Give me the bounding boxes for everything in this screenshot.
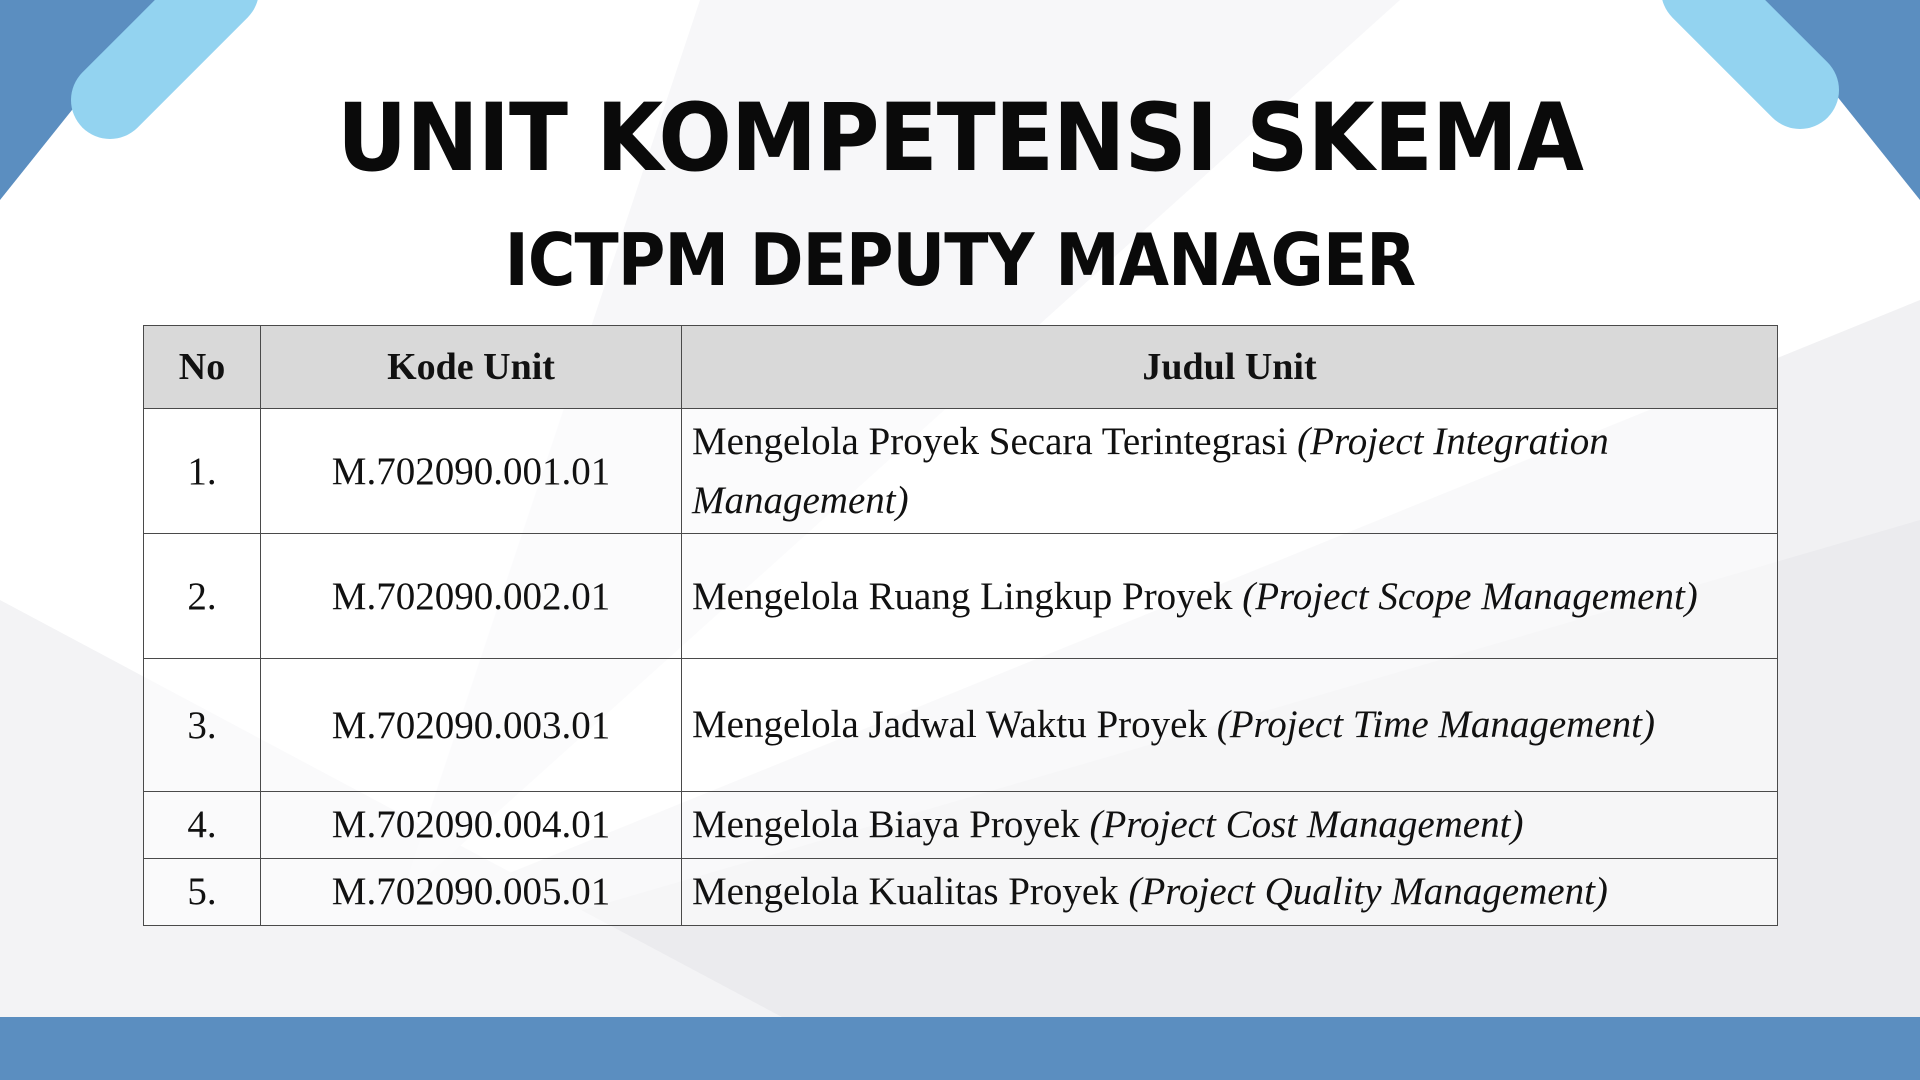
unit-code: M.702090.005.01: [261, 859, 682, 926]
competency-units-table: [143, 325, 1778, 926]
unit-title-id: Mengelola Kualitas Proyek: [692, 870, 1119, 913]
unit-code: M.702090.003.01: [261, 659, 682, 792]
unit-title-en: (Project Scope Management): [1242, 574, 1698, 618]
unit-title-en: (Project Integration Management): [692, 420, 1609, 522]
row-number: 5.: [144, 859, 261, 926]
row-number: 3.: [144, 659, 261, 792]
table-row: [144, 792, 1778, 859]
page-subtitle: ICTPM DEPUTY MANAGER: [504, 218, 1416, 302]
unit-title: [682, 534, 1778, 659]
header-no: No: [144, 326, 261, 409]
table-header-row: [144, 326, 1778, 409]
unit-title-id: Mengelola Biaya Proyek: [692, 803, 1080, 846]
unit-title-id: Mengelola Jadwal Waktu Proyek: [692, 703, 1207, 746]
unit-title: [682, 409, 1778, 534]
unit-code: M.702090.001.01: [261, 409, 682, 534]
page-title: UNIT KOMPETENSI SKEMA: [336, 84, 1584, 193]
unit-title: [682, 659, 1778, 792]
unit-title-id: Mengelola Proyek Secara Terintegrasi: [692, 420, 1288, 463]
unit-title-en: (Project Time Management): [1216, 703, 1655, 746]
row-number: 1.: [144, 409, 261, 534]
row-number: 2.: [144, 534, 261, 659]
table-row: [144, 859, 1778, 926]
header-title: Judul Unit: [682, 326, 1778, 409]
unit-code: M.702090.002.01: [261, 534, 682, 659]
header-code: Kode Unit: [261, 326, 682, 409]
table-row: [144, 409, 1778, 534]
unit-title: [682, 859, 1778, 926]
unit-code: M.702090.004.01: [261, 792, 682, 859]
table-row: [144, 534, 1778, 659]
unit-title-en: (Project Cost Management): [1089, 803, 1524, 846]
row-number: 4.: [144, 792, 261, 859]
unit-title: [682, 792, 1778, 859]
table-row: [144, 659, 1778, 792]
unit-title-id: Mengelola Ruang Lingkup Proyek: [692, 574, 1233, 618]
unit-title-en: (Project Quality Management): [1128, 870, 1608, 913]
